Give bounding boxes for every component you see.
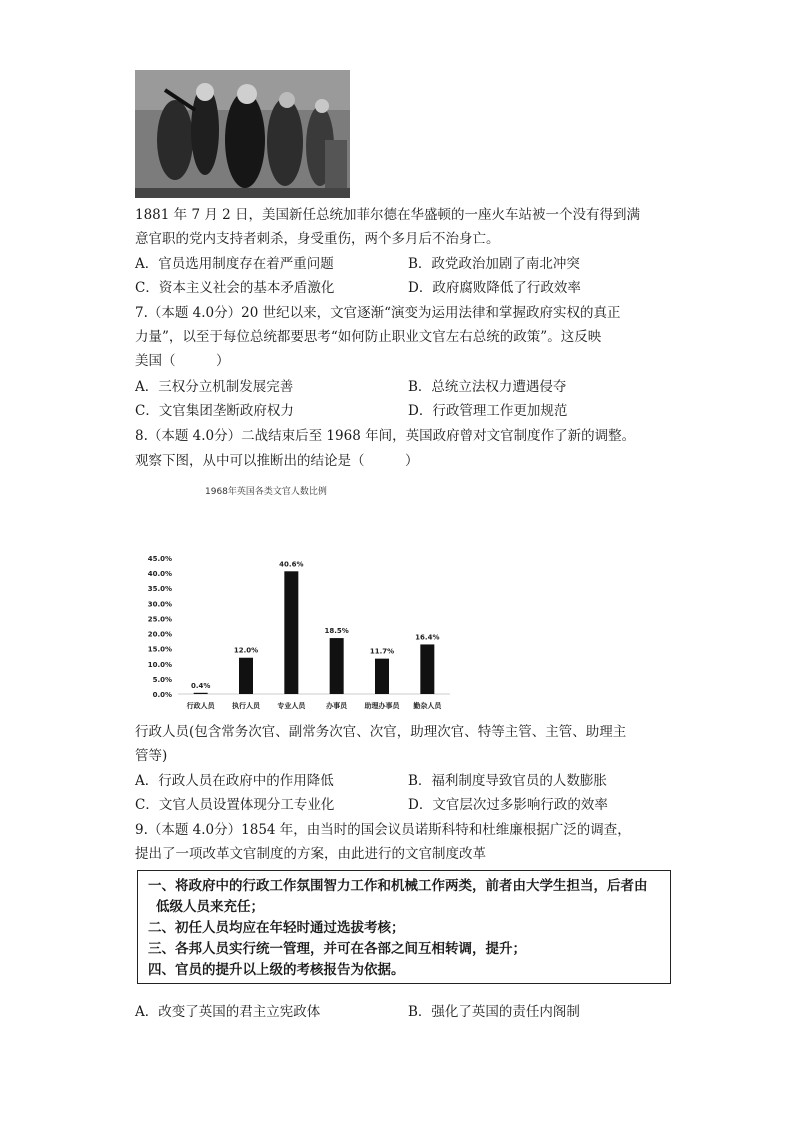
- bar: [420, 644, 434, 694]
- y-tick-label: 35.0%: [147, 585, 172, 594]
- q8-option-a[interactable]: A．行政人员在政府中的作用降低: [135, 773, 334, 789]
- x-tick-label: 专业人员: [277, 702, 306, 710]
- q7-stem-line-2: 力量”，以至于每位总统都要思考“如何防止职业文官左右总统的政策”。这反映: [135, 329, 602, 345]
- y-tick-label: 30.0%: [147, 600, 172, 609]
- assassination-illustration: [135, 70, 350, 198]
- q6-option-a[interactable]: A．官员选用制度存在着严重问题: [135, 256, 334, 272]
- reform-plan-box: [137, 870, 671, 984]
- y-tick-label: 25.0%: [147, 615, 172, 624]
- bar: [239, 658, 253, 694]
- bar: [330, 638, 344, 694]
- q8-option-c[interactable]: C．文官人员设置体现分工专业化: [135, 797, 335, 813]
- x-tick-label: 助理办事员: [364, 702, 400, 710]
- data-label: 18.5%: [324, 627, 349, 636]
- data-label: 11.7%: [369, 647, 395, 656]
- bar-chart: [140, 548, 460, 718]
- data-label: 0.4%: [190, 681, 211, 690]
- q7-option-d[interactable]: D．行政管理工作更加规范: [408, 403, 568, 419]
- x-tick-label: 行政人员: [186, 702, 215, 710]
- y-tick-label: 5.0%: [152, 675, 172, 684]
- reform-item-4: 四、官员的提升以上级的考核报告为依据。: [148, 962, 405, 978]
- bar: [194, 693, 208, 694]
- bar: [284, 571, 298, 694]
- q8-option-d[interactable]: D．文官层次过多影响行政的效率: [408, 797, 608, 813]
- q8-option-b[interactable]: B．福利制度导致官员的人数膨胀: [408, 773, 607, 789]
- x-tick-label: 办事员: [326, 702, 348, 710]
- reform-item-2: 二、初任人员均应在年轻时通过选拔考核；: [148, 920, 405, 936]
- q6-caption-line-1: 1881 年 7 月 2 日，美国新任总统加菲尔德在华盛顿的一座火车站被一个没有得到满: [135, 207, 640, 223]
- data-label: 12.0%: [233, 646, 259, 655]
- y-tick-label: 40.0%: [147, 570, 172, 579]
- q8-note-line-2: 管等): [135, 748, 168, 764]
- reform-item-1-line-1: 一、将政府中的行政工作氛围智力工作和机械工作两类，前者由大学生担当，后者由: [148, 878, 648, 894]
- q8-stem-line-2: 观察下图，从中可以推断出的结论是（ ）: [135, 453, 419, 469]
- bar: [375, 659, 389, 694]
- q7-stem-line-3: 美国（ ）: [135, 353, 230, 369]
- y-tick-label: 45.0%: [147, 555, 172, 563]
- q8-note-line-1: 行政人员(包含常务次官、副常务次官、次官，助理次官、特等主管、主管、助理主: [135, 724, 627, 740]
- q8-stem-line-1: 8.（本题 4.0分）二战结束后至 1968 年间，英国政府曾对文官制度作了新的调整。: [135, 428, 636, 444]
- q7-stem-line-1: 7.（本题 4.0分）20 世纪以来，文官逐渐“演变为运用法律和掌握政府实权的真正: [135, 305, 621, 321]
- illustration-figures: [135, 70, 350, 198]
- x-tick-label: 勤杂人员: [413, 702, 442, 710]
- y-tick-label: 15.0%: [147, 645, 172, 654]
- x-tick-label: 执行人员: [232, 702, 260, 710]
- q6-caption-line-2: 意官职的党内支持者刺杀，身受重伤，两个多月后不治身亡。: [135, 231, 500, 247]
- q9-stem-line-1: 9.（本题 4.0分）1854 年，由当时的国会议员诺斯科特和杜维廉根据广泛的调查，: [135, 822, 631, 838]
- reform-item-1-line-2: 低级人员来充任；: [156, 899, 264, 915]
- q9-stem-line-2: 提出了一项改革文官制度的方案，由此进行的文官制度改革: [135, 846, 486, 862]
- q9-option-b[interactable]: B．强化了英国的责任内阁制: [408, 1004, 580, 1020]
- y-tick-label: 0.0%: [152, 691, 172, 699]
- y-tick-label: 10.0%: [147, 660, 172, 669]
- chart-title: 1968年英国各类文官人数比例: [205, 487, 327, 497]
- q7-option-a[interactable]: A．三权分立机制发展完善: [135, 379, 294, 395]
- data-label: 16.4%: [415, 633, 440, 642]
- q6-option-c[interactable]: C．资本主义社会的基本矛盾激化: [135, 280, 335, 296]
- reform-item-3: 三、各邦人员实行统一管理，并可在各部之间互相转调，提升；: [148, 941, 526, 957]
- y-tick-label: 20.0%: [147, 630, 172, 639]
- q6-option-d[interactable]: D．政府腐败降低了行政效率: [408, 280, 581, 296]
- data-label: 40.6%: [279, 560, 304, 569]
- q6-option-b[interactable]: B．政党政治加剧了南北冲突: [408, 256, 580, 272]
- q7-option-c[interactable]: C．文官集团垄断政府权力: [135, 403, 294, 419]
- q9-option-a[interactable]: A．改变了英国的君主立宪政体: [135, 1004, 321, 1020]
- q7-option-b[interactable]: B．总统立法权力遭遇侵夺: [408, 379, 567, 395]
